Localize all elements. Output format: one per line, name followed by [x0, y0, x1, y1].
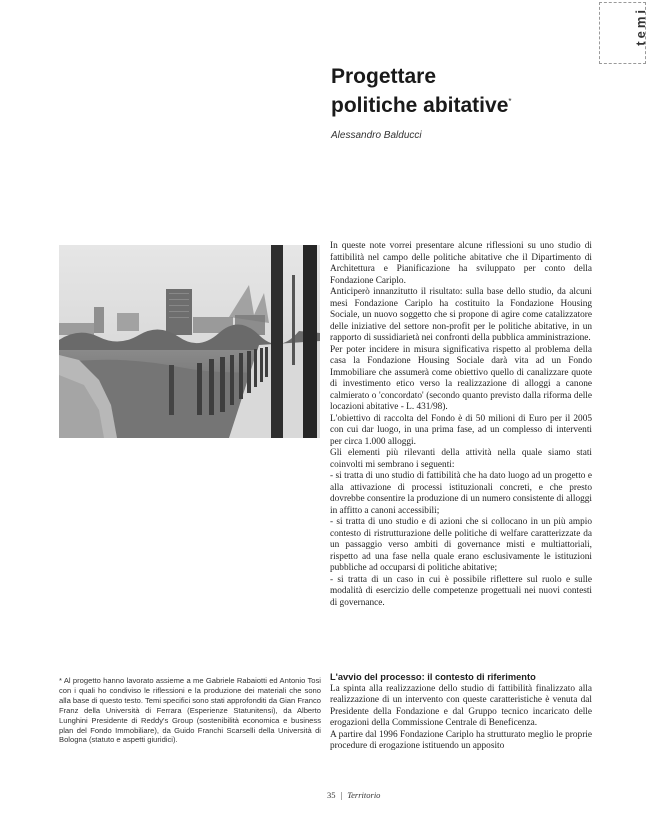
- article-title: [331, 64, 512, 118]
- body-paragraph: - si tratta di un caso in cui è possibile riflettere sul ruolo e sulle modalità di esercizio delle competenze progettuali nei nuovi contesti di governance.: [330, 574, 592, 608]
- body-paragraph: - si tratta di uno studio di fattibilità che ha dato luogo ad un progetto e alla attivazione di processi istituzionali concreti, e che presto dovrebbe consentire la produzione di un numero consistente di alloggi in affitto a canoni accessibili;: [330, 471, 592, 516]
- page-number: 35: [327, 790, 336, 800]
- body-paragraph: Per poter incidere in misura significativa rispetto al problema della casa la Fondazione Housing Sociale darà vita ad un Fondo Immobiliare che assumerà come obiettivo quello di canalizzare quote di investimento etico verso la realizzazione di alloggi a canone calmierato o 'concordato' (secondo quanto previsto dalla riforma delle locazioni abitative - L. 431/98).: [330, 344, 592, 412]
- footer-separator: |: [340, 790, 343, 800]
- section-paragraph: La spinta alla realizzazione dello studio di fattibilità finalizzato alla realizzazione di un intervento con queste caratteristiche è venuta dal Presidente della Fondazione e dal Gruppo tecnico incaricato delle erogazioni della Commissione Centrale di Beneficenza.: [330, 683, 592, 728]
- body-paragraph: - si tratta di uno studio e di azioni che si collocano in un più ampio contesto di ristrutturazione delle politiche di welfare caratterizzate da un passaggio verso ambiti di governance misti e multiattoriali, rispetto ad una fase nella quale erano esclusivamente le istituzioni pubbliche ad occuparsi di politiche abitative;: [330, 517, 592, 573]
- footnote: * Al progetto hanno lavorato assieme a me Gabriele Rabaiotti ed Antonio Tosi con i quali ho condiviso le riflessioni e la produzione dei materiali che sono alla base di questo testo. Temi specifici sono stati approfonditi da Gian Franco Franz della Università di Ferrara (Esperienze Statunitensi), da Alberto Lunghini Presidente di Reddy's Group (sostenibilità economica e business plan del Fondo Immobiliare), da Guido Franchi Scarselli della Università di Bologna (statuto e aspetti giuridici).: [59, 676, 321, 745]
- body-paragraph: Gli elementi più rilevanti della attività nella quale siamo stati coinvolti mi sembrano i seguenti:: [330, 448, 592, 470]
- footer-section-name: Territorio: [347, 790, 381, 800]
- article-body: [330, 241, 592, 609]
- section-tab: [599, 2, 646, 64]
- title-line-2: politiche abitative: [331, 94, 509, 117]
- section-heading: L'avvio del processo: il contesto di riferimento: [330, 672, 536, 682]
- section-block: [330, 672, 592, 753]
- cityscape-photo: [59, 245, 320, 438]
- section-tab-label: temi: [633, 7, 648, 46]
- section-paragraph: A partire dal 1996 Fondazione Cariplo ha strutturato meglio le proprie procedure di erogazione istituendo un apposito: [330, 729, 592, 751]
- article-author: Alessandro Balducci: [331, 130, 422, 141]
- page-footer: [327, 790, 380, 800]
- body-paragraph: L'obiettivo di raccolta del Fondo è di 50 milioni di Euro per il 2005 con cui dar luogo, in una prima fase, ad un complesso di interventi per circa 1.000 alloggi.: [330, 413, 592, 447]
- body-paragraph: Anticiperò innanzitutto il risultato: sulla base dello studio, da alcuni mesi Fondazione Cariplo ha costituito la Fondazione Housing Sociale, un nuovo soggetto che si propone di agire come catalizzatore delle iniziative del settore non-profit per le politiche abitative, in un rapporto di sussidiarietà nei confronti della pubblica amministrazione.: [330, 287, 592, 343]
- body-paragraph: In queste note vorrei presentare alcune riflessioni su uno studio di fattibilità nel campo delle politiche abitative che il Dipartimento di Architettura e Pianificazione ha sviluppato per conto della Fondazione Cariplo.: [330, 241, 592, 286]
- title-line-1: Progettare: [331, 65, 437, 88]
- title-footnote-mark: *: [508, 97, 512, 106]
